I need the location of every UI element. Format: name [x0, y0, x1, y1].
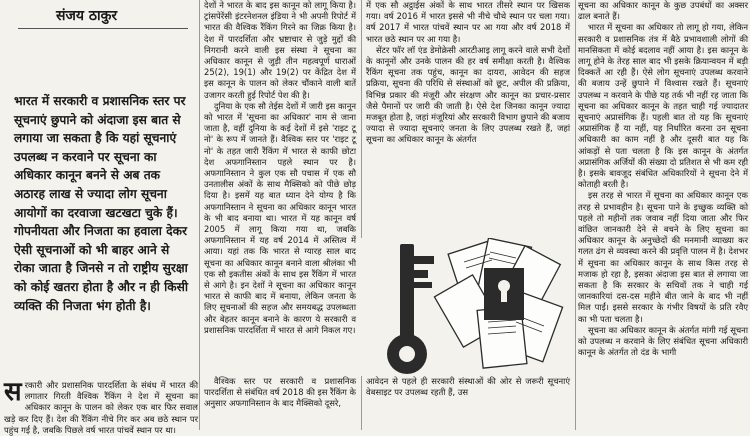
key-and-documents-icon [360, 238, 576, 376]
article-column-2 [200, 0, 360, 430]
pull-quote: भारत में सरकारी व प्रशासनिक स्तर पर सूचनाएं छुपाने को अंदाजा इस बात से लगाया जा सकता है कि यहां सूचनाएं उपलब्ध न करवाने पर सूचना का अधिकार कानून बनने से अब तक अठारह लाख से ज्यादा लोग सूचना आयोगों का दरवाजा खटखटा चुके हैं। गोपनीयता और निजता का हवाला देकर ऐसी सूचनाओं को भी बाहर आने से रोका जाता है जिनसे न तो राष्ट्रीय सुरक्षा को कोई खतरा होता है और न ही किसी व्यक्ति की निजता भंग होती है। [14, 94, 188, 313]
paragraph: सूचना का अधिकार कानून के अंतर्गत मांगी गई सूचना को उपलब्ध न करवाने के लिए संबंधित सूचना अधिकारी कानून के अंतर्गत तो दंड के भागी [578, 324, 748, 358]
paragraph: वैश्विक स्तर पर सरकारी व प्रशासनिक पारदर्शिता से संबंधित वर्ष 2018 की इस रैंकिंग के अनुसार अफगानिस्तान के बाद मैक्सिको दूसरे, [204, 376, 356, 409]
byline-rule [18, 28, 188, 29]
paragraph: सूचना का अधिकार कानून के कुछ उपबंधों का अक्सर ढाल बनाते हैं। [578, 0, 748, 22]
paragraph: दुनिया के एक सौ तेईस देशों में जारी इस कानून को भारत में 'सूचना का अधिकार' नाम से जाना जाता है, वहीं दुनिया के कई देशों में इसे 'राइट टू नो' के रूप में जानते हैं। वैश्विक स्तर पर 'राइट टू नो' के तहत जारी रैंकिंग में भारत से काफी छोटा देश अफगानिस्तान पहले स्थान पर है। अफगानिस्तान ने कुल एक सौ पचास में एक सौ उनतालीस अंकों के साथ मैक्सिको को पीछे छोड़ दिया है। इसमें यह बात ध्यान देने योग्य है कि अफगानिस्तान ने सूचना का अधिकार कानून भारत के भी बाद बनाया था। भारत में यह कानून वर्ष 2005 में लागू किया गया था, जबकि अफगानिस्तान में यह वर्ष 2014 में अस्तित्व में आया। यहां तक कि भारत से ग्यारह साल बाद सूचना का अधिकार कानून बनाने वाला श्रीलंका भी एक सौ इकतीस अंकों के साथ इस रैंकिंग में भारत से आगे है। इन देशों ने सूचना का अधिकार कानून भारत से काफी बाद में बनाया, लेकिन जनता के लिए सूचनाओं की सहज और समयबद्ध उपलब्धता और बेहतर कानून बनाने के कारण ये सरकारी व प्रशासनिक पारदर्शिता में भारत से आगे निकल गए। [204, 100, 356, 335]
paragraph: आवेदन से पहले ही सरकारी संस्थाओं की ओर से जरूरी सूचनाएं वेबसाइट पर उपलब्ध रहती हैं, उस [366, 376, 570, 398]
article-column-4 [576, 0, 750, 430]
article-column-2-bottom [200, 376, 360, 430]
paragraph: सेंटर फॉर लॉ एंड डेमोक्रेसी आरटीआइ लागू करने वाले सभी देशों के कानूनों और उनके पालन की हर वर्ष समीक्षा करती है। वैश्विक रैंकिंग सूचना तक पहुंच, कानून का दायरा, आवेदन की सहज प्रक्रिया, सूचना की परिधि से संस्थाओं को छूट, अपील की प्रक्रिया, विभिन्न प्रकार की मंजूरी और संरक्षण और कानून का प्रचार-प्रसार जैसे पैमानों पर जारी की जाती है। ऐसे देश जिनका कानून ज्यादा मजबूत होता है, जहां मंजूरियां और सरकारी विभाग छुपाने की बजाय ज्यादा से ज्यादा सूचनाएं जनता के लिए उपलब्ध रखते हैं, जहां सूचना का अधिकार कानून के अंतर्गत [366, 44, 570, 145]
lead-paragraph [4, 377, 198, 436]
paragraph: भारत में सूचना का अधिकार तो लागू हो गया, लेकिन सरकारी व प्रशासनिक तंत्र में बैठे प्रभावशाली लोगों की मानसिकता में कोई बदलाव नहीं आया है। इस कानून के लागू होने के तेरह साल बाद भी इसके क्रियान्वयन में बड़ी दिक्कतें आ रही हैं। ऐसे लोग सूचनाएं उपलब्ध करवाने की बजाय उन्हें छुपाने में विश्वास रखते हैं। सूचनाएं उपलब्ध न करवाने के पीछे यह तर्क भी नहीं रह जाता कि सूचना का अधिकार कानून के तहत चाही गई ज्यादातर सूचनाएं अप्रासंगिक हैं। पहली बात तो यह कि सूचनाएं अप्रासंगिक हैं या नहीं, यह निर्धारित करना उन सूचना अधिकारी का काम नहीं है और दूसरी बात यह कि आंकड़ों से पता चलता है कि इस कानून के अंतर्गत अप्रासंगिक अर्जियों की संख्या दो प्रतिशत से भी कम रही है। इसके बावजूद संबंधित अधिकारियों ने सूचना देने में कोताही बरती है। [578, 22, 748, 190]
article-column-3-bottom [362, 376, 574, 430]
paragraph: देशों ने भारत के बाद इस कानून को लागू किया है। ट्रांसपेरेंसी इंटरनेशनल इंडिया ने भी अपनी रिपोर्ट में भारत की वैश्विक रैंकिंग गिरने का जिक्र किया है। देश में पारदर्शिता और भ्रष्टाचार से जुड़े मुद्दों की निगरानी करने वाली इस संस्था ने सूचना का अधिकार कानून से जुड़ी तीन महत्वपूर्ण धाराओं 25(2), 19(1) और 19(2) पर केंद्रित देश में इस कानून के पालन को लेकर चौंकाने वाली बातें उजागर करती हुई रिपोर्ट पेश की है। [204, 0, 356, 100]
paragraph: में एक सौ अट्ठाईस अंकों के साथ भारत तीसरे स्थान पर खिसक गया। वर्ष 2016 में भारत इससे भी नीचे चौथे स्थान पर चला गया। वर्ष 2017 में भारत पांचवें स्थान पर आ गया और वर्ष 2018 में भारत छठे स्थान पर आ गया है। [366, 0, 570, 44]
dropcap: स [4, 377, 22, 407]
article-column-3 [362, 0, 574, 240]
paragraph: इस तरह से भारत में सूचना का अधिकार कानून एक तरह से प्रभावहीन है। सूचना पाने के इच्छुक व्यक्ति को पहले तो महीनों तक जवाब नहीं दिया जाता और फिर वांछित जानकारी देने से बचने के लिए सूचना का अधिकार कानून के अनुच्छेदों की मनमानी व्याख्या कर गलत ढंग से व्यवस्था करने की प्रवृत्ति पालन में है। देशभर में सूचना का अधिकार कानून के साथ किस तरह से मजाक हो रहा है, इसका अंदाजा इस बात से लगाया जा सकता है कि सरकार के सचिवों तक ने चाही गई जानकारियां दस-दस महीने बीत जाने के बाद भी नहीं मिल पाईं। इससे सरकार के गंभीर विषयों के प्रति रवैए का भी पता चलता है। [578, 190, 748, 324]
byline: संजय ठाकुर [56, 8, 118, 24]
lead-text: रकारी और प्रशासनिक पारदर्शिता के संबंध में भारत की लगातार गिरती वैश्विक रैंकिंग ने देश में सूचना का अधिकार कानून के पालन को लेकर एक बार फिर सवाल खड़े कर दिए हैं। देश की रैंकिंग नीचे गिर कर अब छठे स्थान पर पहुंच गई है, जबकि पिछले वर्ष भारत पांचवें स्थान पर था। [4, 380, 198, 435]
